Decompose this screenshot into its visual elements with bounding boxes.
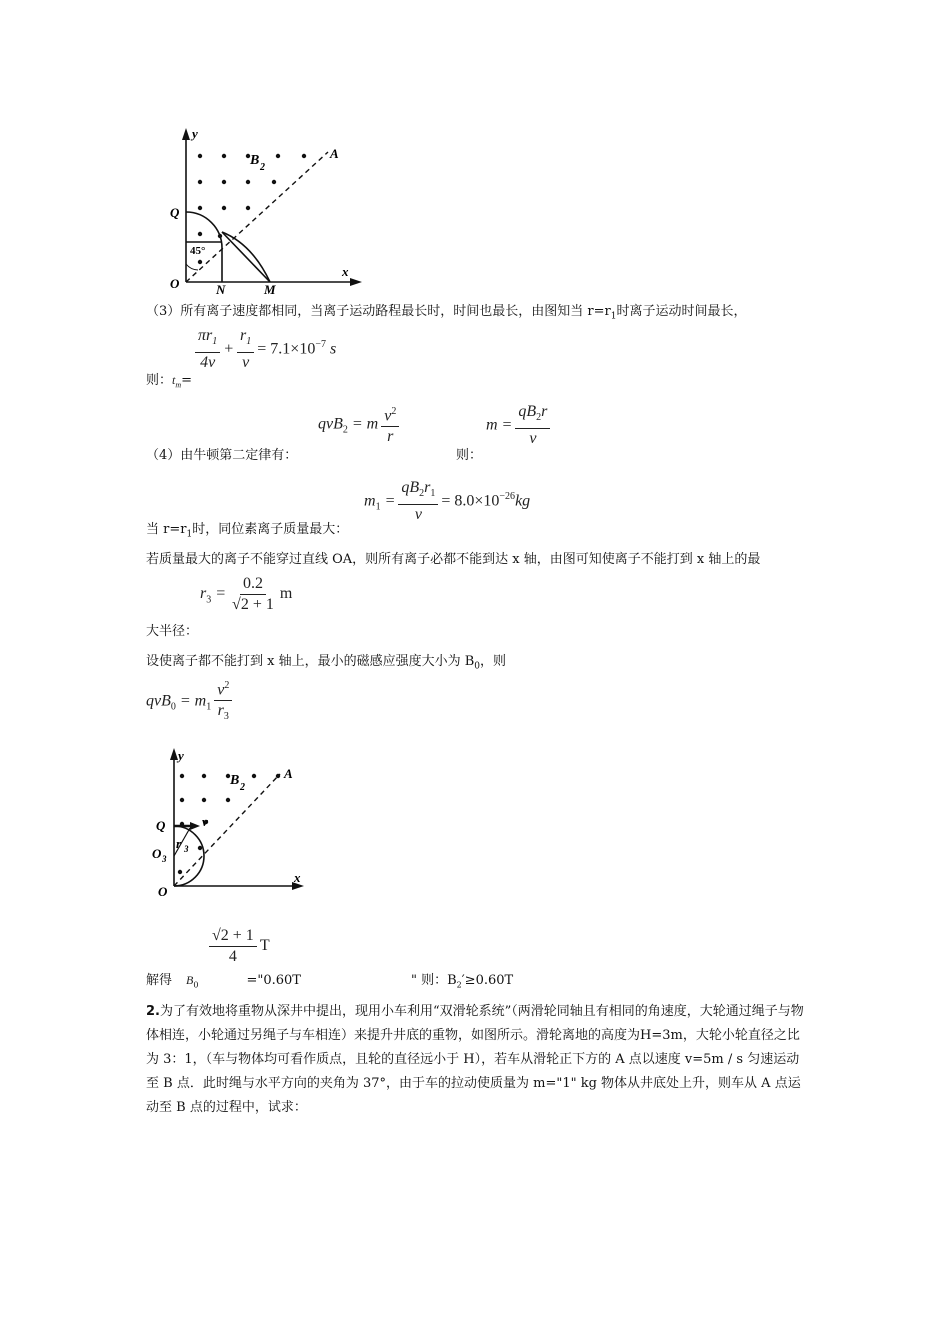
x-label: x <box>342 264 349 279</box>
y-label: y <box>192 126 198 141</box>
equation-m1: $m_1$ = $\frac{qB_2r_1}{v}$ = $8.0\times 10^{-26}kg$ <box>364 479 531 524</box>
figure-1-diagram <box>160 124 370 296</box>
line-max-mass: 当 $r=r_1$时，同位素离子质量最大： <box>146 522 349 540</box>
svg-text:3: 3 <box>162 854 167 864</box>
svg-text:2: 2 <box>260 162 265 173</box>
m-label: M <box>264 282 276 296</box>
equation-r3: $r_3$ = $\frac{0.2}{√2 + 1}$ m <box>200 575 293 613</box>
question-2 <box>146 1000 806 1120</box>
equation-newton: qvB$_2$ = m $\frac{v^2}{r}$ <box>318 402 402 447</box>
question-text: 为了有效地将重物从深井中提出，现用小车利用“双滑轮系统”（两滑轮同轴且有相同的角速度，大轮通过绳子与物体相连，小轮通过另绳子与车相连）来提升井底的重物，如图所示。滑轮离地的高度为H=3m，大轮小轮直径之比为 3：1，（车与物体均可看作质点，且轮的直径远小于 H），若车从滑轮正下方的 A 点以速度 v=5m / s 匀速运动至 B 点．此时绳与水平方向的夹角为 37°，由于车的拉动使质量为 m="1" kg 物体从井底处上升，则车从 A 点运动至 B 点的过程中，试求： <box>146 1004 804 1115</box>
svg-text:B: B <box>230 773 240 788</box>
svg-text:O: O <box>152 846 162 861</box>
line-radius: 大半径： <box>146 624 199 639</box>
line-b0: 设使离子都不能打到 x 轴上，最小的磁感应强度大小为 $B_0$，则 <box>146 654 507 672</box>
ze-label: 则： <box>456 448 483 463</box>
figure-2-diagram <box>150 744 320 904</box>
svg-text:2: 2 <box>240 782 245 793</box>
b2-label: B <box>250 153 260 168</box>
line-oa <box>186 152 328 282</box>
question-number: 2. <box>146 1004 160 1019</box>
a-label: A <box>330 146 339 161</box>
svg-text:r: r <box>176 836 182 851</box>
svg-text:A: A <box>284 766 293 781</box>
o-label: O <box>170 276 180 291</box>
equation-mass: m = $\frac{qB_2r}{v}$ <box>486 402 553 449</box>
svg-text:Q: Q <box>156 818 166 833</box>
tm-line: 则：$t_m=$ <box>146 373 193 390</box>
equation-b0-value: $\frac{√2 + 1}{4}$ T <box>206 926 270 967</box>
equation-b0: $qvB_0 = m_1$ $\frac{v^2}{r_3}$ <box>146 676 235 728</box>
n-label: N <box>216 282 226 296</box>
line-cross: 若质量最大的离子不能穿过直线 OA，则所有离子必都不能到达 x 轴，由图可知使离子不能打到 x 轴上的最 <box>146 552 761 567</box>
para-4: （4）由牛顿第二定律有： <box>146 448 298 463</box>
equation-time: $\frac{\pi r_1}{4v}$ + $\frac{r_1}{v}$ = $7.1\times 10^{-7}$ s <box>192 326 336 373</box>
svg-text:y: y <box>178 748 184 763</box>
solve-line: 解得 $B_0$ ="0.60T " 则：$B_2'\ge 0.60T$ <box>146 973 514 990</box>
svg-text:O: O <box>158 884 168 899</box>
svg-text:v: v <box>202 814 208 829</box>
svg-text:x: x <box>294 870 301 885</box>
angle-label: 45° <box>190 245 206 257</box>
svg-text:3: 3 <box>184 844 189 854</box>
q-label: Q <box>170 205 180 220</box>
para-3: （3）所有离子速度都相同，当离子运动路程最长时，时间也最长，由图知当 $r=r_1$时离子运动时间最长， <box>146 304 747 322</box>
